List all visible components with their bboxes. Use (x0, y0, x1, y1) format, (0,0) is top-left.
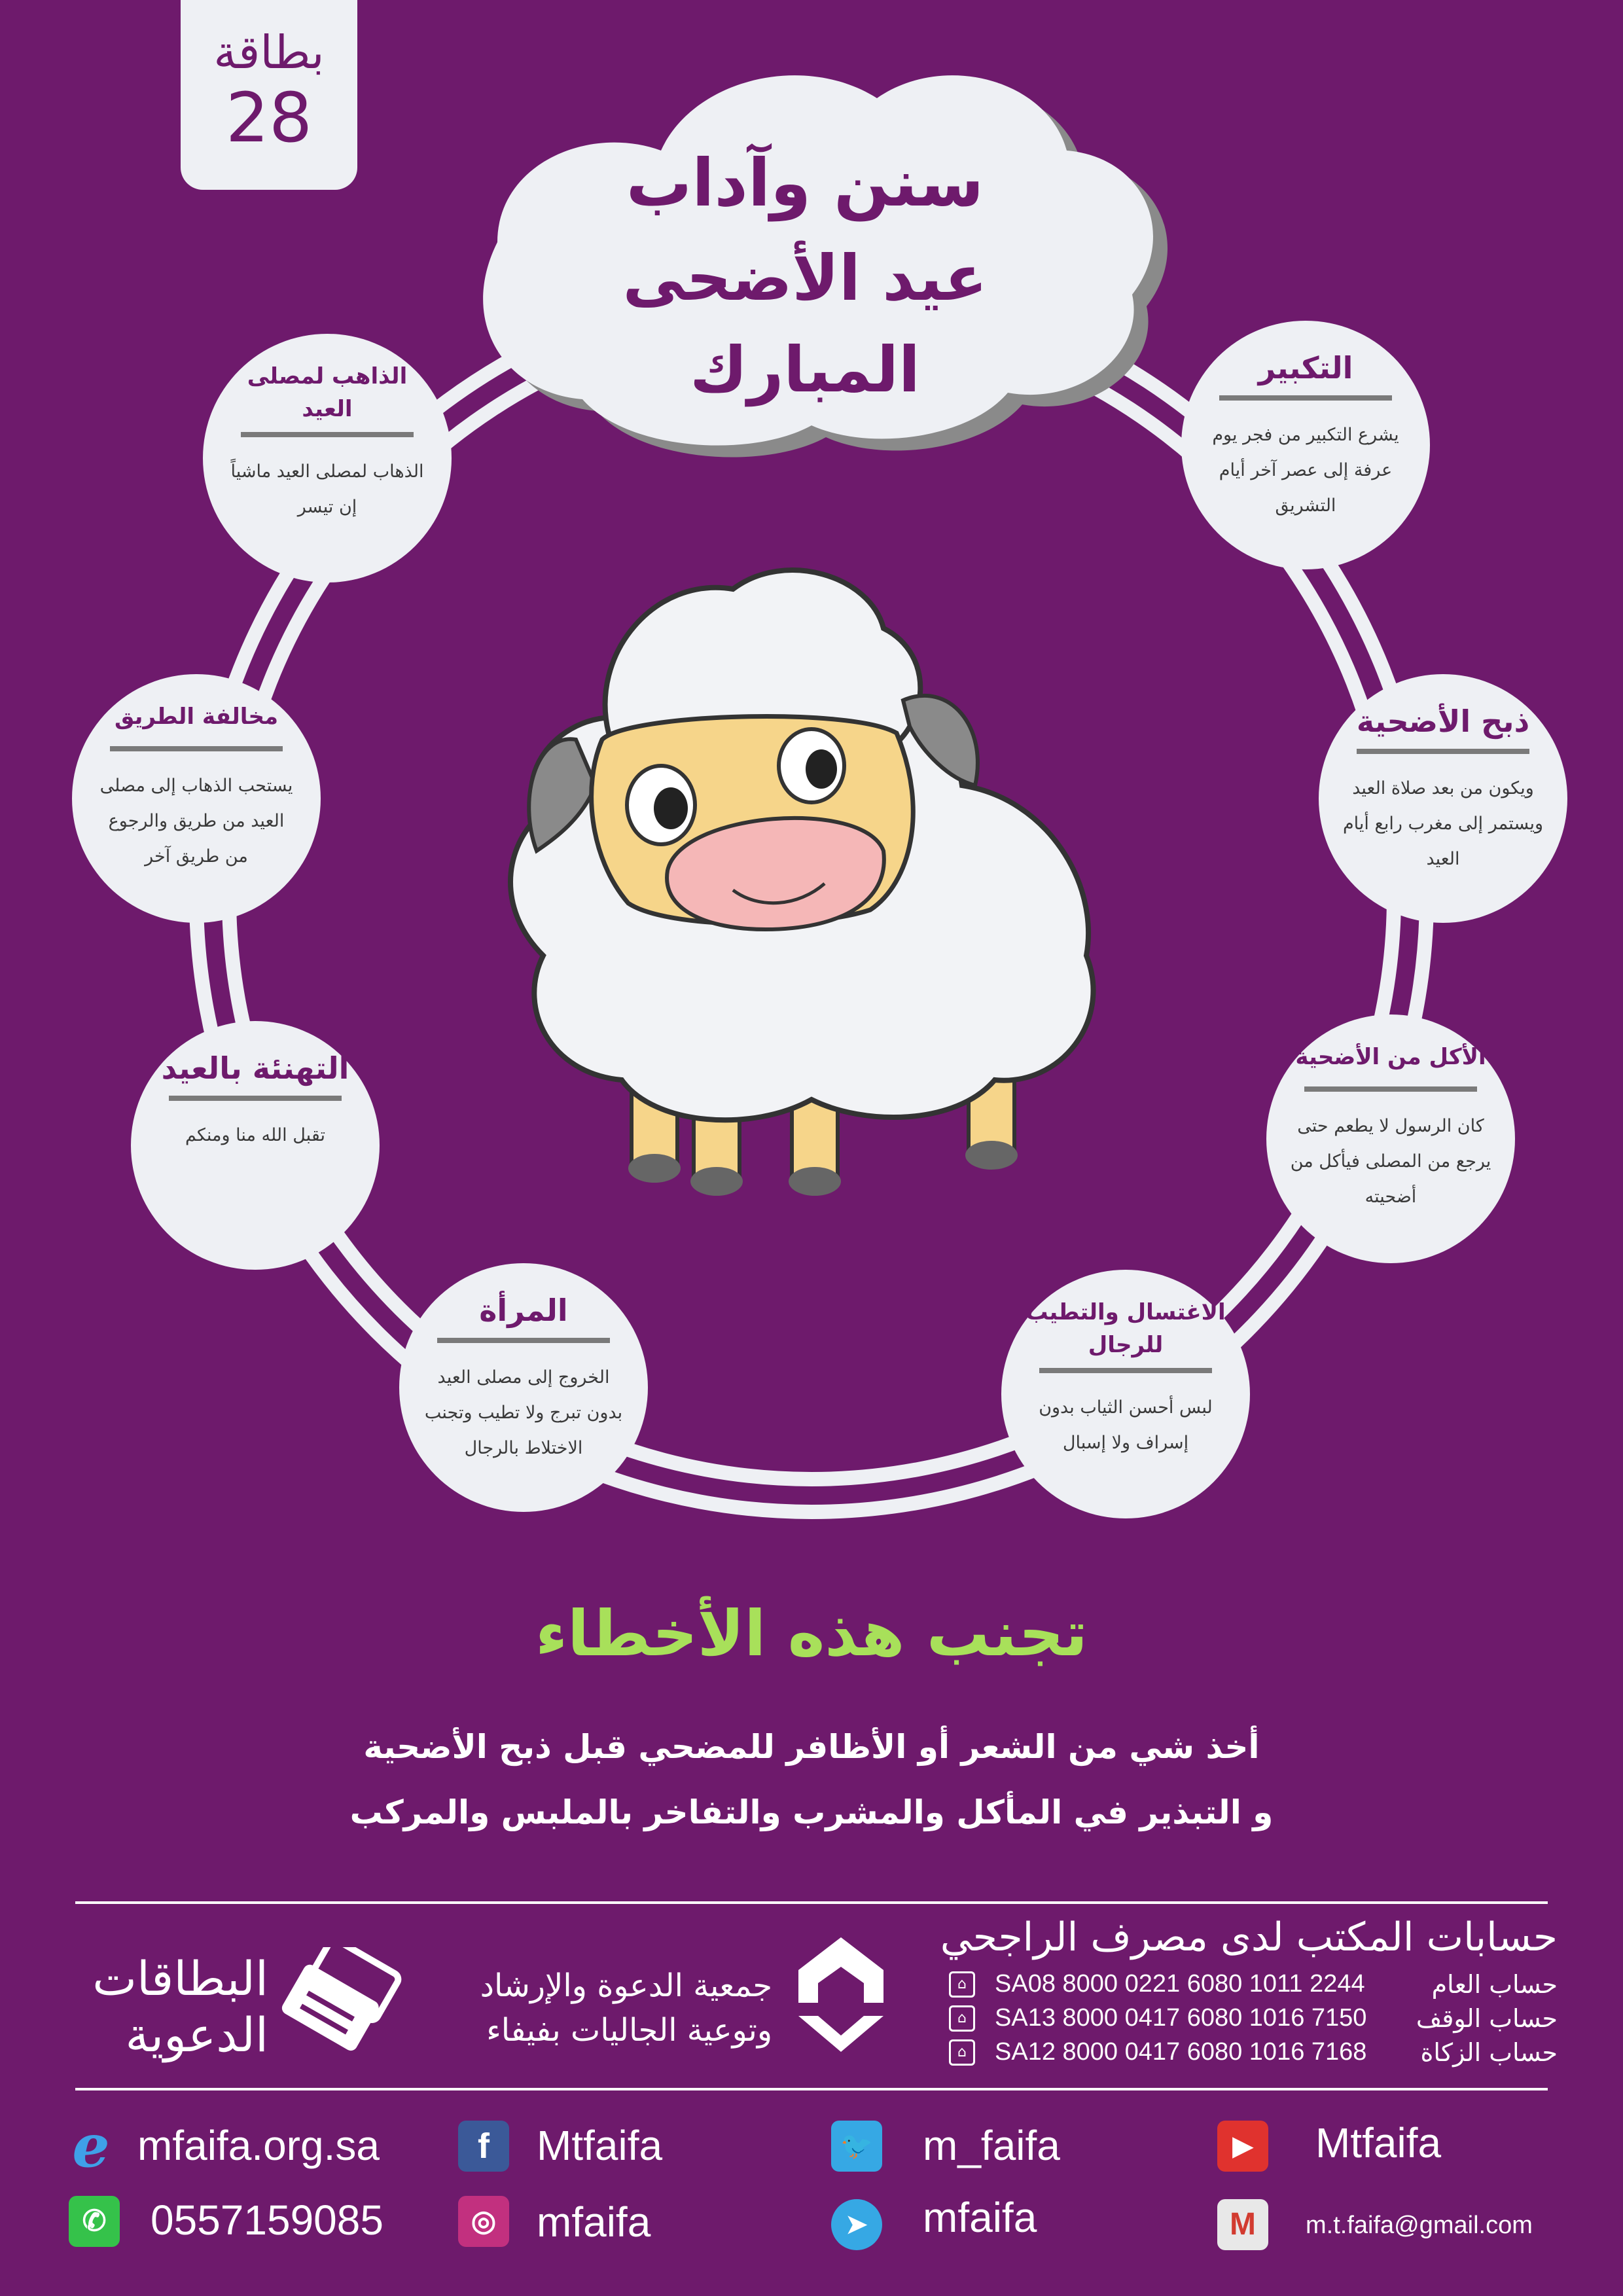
youtube-icon: ▶ (1217, 2121, 1268, 2172)
step-heading: التهنئة بالعيد (161, 1050, 349, 1086)
card-number-badge (181, 0, 357, 190)
telegram-icon: ➤ (831, 2199, 882, 2250)
card-label: بطاقة (213, 26, 325, 79)
cards-title (65, 1950, 268, 2063)
account-name: حساب الوقف (1416, 2004, 1558, 2033)
instagram-icon: ◎ (458, 2196, 509, 2247)
account-iban: SA13 8000 0417 6080 1016 7150 (995, 2004, 1367, 2032)
avoid-line-2: و التبذير في المأكل والمشرب والتفاخر بالملبس والمركب (349, 1793, 1274, 1831)
step-divider (241, 432, 414, 437)
step-text: تقبل الله منا ومنكم (185, 1125, 326, 1145)
step-heading: الاغتسال والتطيب للرجال (1026, 1299, 1226, 1358)
step-greeting (131, 1021, 380, 1270)
org-logo-icon (785, 1931, 897, 2062)
avoid-line-1: أخذ شي من الشعر أو الأظافر للمضحي قبل ذبح الأضحية (363, 1728, 1260, 1766)
org-name-line-1: جمعية الدعوة والإرشاد (480, 1967, 772, 2004)
step-heading: الأكل من الأضحية (1295, 1044, 1486, 1070)
account-name: حساب الزكاة (1420, 2038, 1558, 2067)
title-line-1: سنن وآداب (626, 145, 984, 221)
cards-title-line-2: الدعوية (125, 2007, 268, 2062)
accounts-heading: حسابات المكتب لدى مصرف الراجحي (940, 1914, 1558, 1960)
step-text: الخروج إلى مصلى العيد بدون تبرج ولا تطيب وتجنب الاختلاط بالرجال (424, 1367, 623, 1458)
step-divider (110, 746, 283, 751)
step-heading: مخالفة الطريق (114, 704, 279, 730)
divider-bottom (75, 2088, 1548, 2090)
whatsapp-number[interactable]: 0557159085 (151, 2197, 383, 2244)
step-takbir (1181, 321, 1430, 569)
instagram-handle[interactable]: mfaifa (537, 2198, 651, 2246)
step-walking (203, 334, 452, 583)
step-divider (1357, 749, 1530, 754)
bank-icon: ⌂ (949, 2039, 975, 2066)
org-name-line-2: وتوعية الجاليات بفيفاء (486, 2012, 772, 2049)
account-row (949, 2038, 1558, 2072)
youtube-handle[interactable]: Mtfaifa (1315, 2119, 1442, 2166)
website-icon: e (72, 2111, 110, 2181)
sheep-illustration (510, 570, 1094, 1196)
step-heading: التكبير (1258, 350, 1353, 386)
step-women (399, 1263, 648, 1512)
divider-top (75, 1901, 1548, 1904)
account-iban: SA08 8000 0221 6080 1011 2244 (995, 1970, 1365, 1998)
website-link[interactable]: mfaifa.org.sa (137, 2122, 380, 2169)
step-divider (169, 1096, 342, 1101)
facebook-handle[interactable]: Mtfaifa (537, 2122, 663, 2169)
step-divider (1039, 1368, 1213, 1373)
bank-icon: ⌂ (949, 1971, 975, 1998)
step-text: يستحب الذهاب إلى مصلى العيد من طريق والرجوع من طريق آخر (99, 776, 293, 867)
page-title (510, 134, 1099, 416)
email-icon: M (1217, 2199, 1268, 2250)
bank-icon: ⌂ (949, 2005, 975, 2032)
step-text: يشرع التكبير من فجر يوم عرفة إلى عصر آخر أيام التشريق (1212, 425, 1399, 516)
step-different-route (72, 674, 321, 923)
step-heading: الذاهب لمصلى العيد (247, 363, 408, 422)
avoid-heading: تجنب هذه الأخطاء (535, 1597, 1088, 1670)
step-divider (1219, 395, 1393, 401)
step-heading: ذبح الأضحية (1356, 704, 1530, 739)
facebook-icon: f (458, 2121, 509, 2172)
step-sacrifice (1319, 674, 1567, 923)
step-divider (1304, 1086, 1478, 1092)
cards-logo-icon (275, 1947, 406, 2052)
org-name (419, 1964, 772, 2053)
step-text: الذهاب لمصلى العيد ماشياً إن تيسر (230, 461, 424, 517)
cards-title-line-1: البطاقات (92, 1951, 268, 2006)
step-divider (437, 1338, 611, 1343)
account-row (949, 2004, 1558, 2038)
whatsapp-icon: ✆ (69, 2196, 120, 2247)
twitter-icon: 🐦 (831, 2121, 882, 2172)
step-bathing (1001, 1270, 1250, 1518)
step-text: لبس أحسن الثياب بدون إسراف ولا إسبال (1039, 1397, 1213, 1453)
step-eating (1266, 1014, 1515, 1263)
twitter-handle[interactable]: m_faifa (923, 2122, 1060, 2169)
account-row (949, 1970, 1558, 2004)
email-address[interactable]: m.t.faifa@gmail.com (1306, 2212, 1533, 2239)
card-number: 28 (225, 78, 313, 158)
step-heading: المرأة (479, 1293, 568, 1328)
account-name: حساب العام (1431, 1970, 1558, 1999)
account-iban: SA12 8000 0417 6080 1016 7168 (995, 2038, 1367, 2066)
telegram-handle[interactable]: mfaifa (923, 2194, 1037, 2241)
step-text: ويكون من بعد صلاة العيد ويستمر إلى مغرب رابع أيام العيد (1342, 778, 1544, 869)
title-line-2: عيد الأضحى المبارك (622, 242, 988, 406)
step-text: كان الرسول لا يطعم حتى يرجع من المصلى فيأكل من أضحيته (1290, 1116, 1491, 1207)
